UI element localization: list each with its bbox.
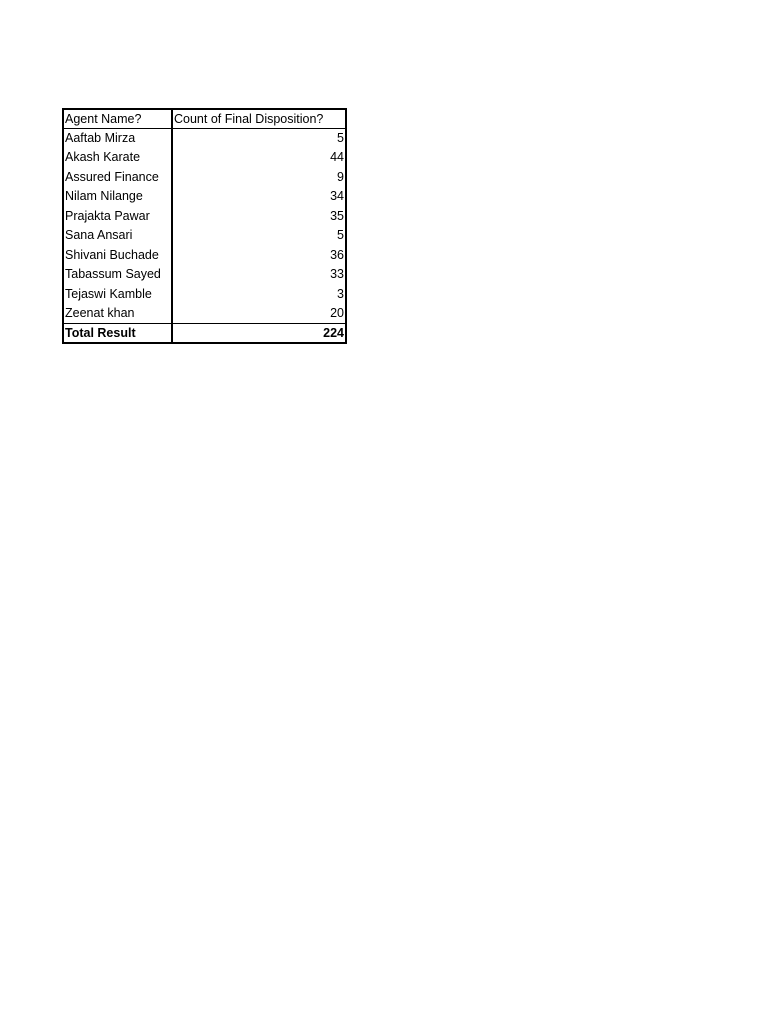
- agent-name-cell: Shivani Buchade: [63, 246, 172, 266]
- count-cell: 44: [330, 150, 344, 165]
- count-cell: 20: [330, 306, 344, 320]
- agent-name-cell: Nilam Nilange: [63, 187, 172, 207]
- table-row: [63, 226, 346, 246]
- count-cell: 3: [337, 286, 344, 301]
- agent-name-cell: Zeenat khan: [63, 304, 172, 324]
- table-row: [63, 148, 346, 168]
- table-row: [63, 207, 346, 227]
- count-cell: 34: [330, 189, 344, 204]
- count-cell: 9: [337, 169, 344, 184]
- count-header: Count of Final Disposition?: [172, 109, 346, 129]
- agent-name-header: Agent Name?: [63, 109, 172, 129]
- table-row: [63, 304, 346, 324]
- count-cell: 5: [337, 228, 344, 243]
- header-row: [63, 109, 346, 129]
- table-row: [63, 187, 346, 207]
- table-row: [63, 265, 346, 285]
- agent-name-cell: Akash Karate: [63, 148, 172, 168]
- table-row: [63, 246, 346, 266]
- count-cell: 36: [330, 247, 344, 262]
- agent-name-cell: Tejaswi Kamble: [63, 285, 172, 305]
- agent-name-cell: Prajakta Pawar: [63, 207, 172, 227]
- agent-name-cell: Sana Ansari: [63, 226, 172, 246]
- agent-name-cell: Tabassum Sayed: [63, 265, 172, 285]
- table-row: [63, 168, 346, 188]
- agent-name-cell: Aaftab Mirza: [63, 129, 172, 149]
- agent-name-cell: Assured Finance: [63, 168, 172, 188]
- total-label: Total Result: [63, 324, 172, 344]
- count-cell: 35: [330, 208, 344, 223]
- pivot-table: [62, 108, 347, 344]
- table-row: [63, 129, 346, 149]
- total-row: [63, 324, 346, 344]
- count-cell: 33: [330, 267, 344, 282]
- count-cell: 5: [337, 131, 344, 145]
- table-row: [63, 285, 346, 305]
- total-count: 224: [172, 324, 346, 344]
